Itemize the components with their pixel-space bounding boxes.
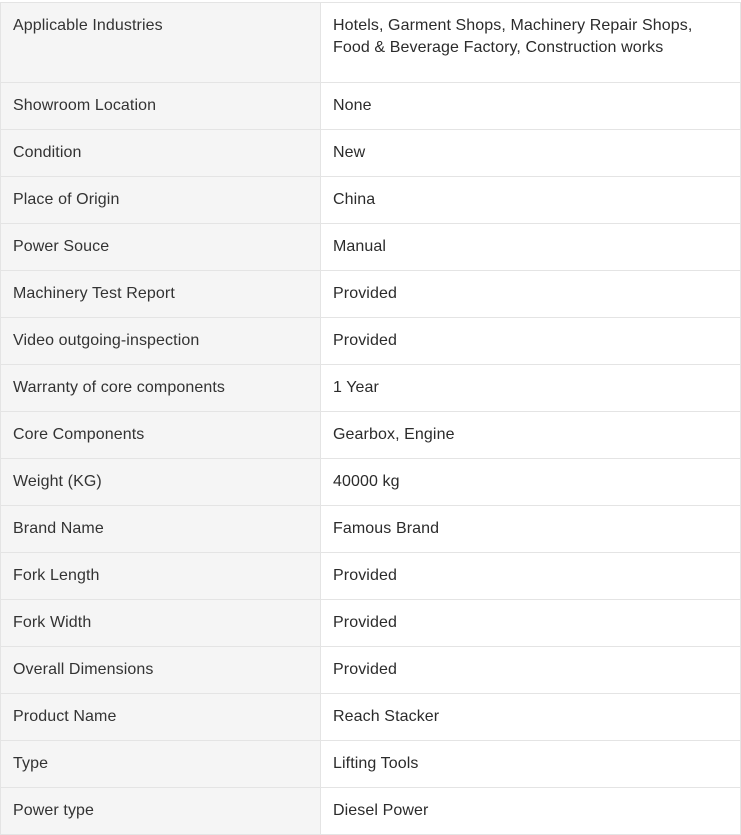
spec-label: Video outgoing-inspection [1, 318, 321, 365]
spec-row-type [1, 741, 741, 788]
spec-label: Power Souce [1, 224, 321, 271]
spec-value: Hotels, Garment Shops, Machinery Repair Shops, Food & Beverage Factory, Construction works [321, 3, 741, 83]
spec-row-condition [1, 130, 741, 177]
spec-row-product-name [1, 694, 741, 741]
spec-label: Brand Name [1, 506, 321, 553]
spec-value: 40000 kg [321, 459, 741, 506]
spec-row-power-type [1, 788, 741, 835]
spec-row-video-outgoing-inspection [1, 318, 741, 365]
spec-row-fork-width [1, 600, 741, 647]
spec-value: Provided [321, 553, 741, 600]
spec-value: Diesel Power [321, 788, 741, 835]
spec-row-applicable-industries [1, 3, 741, 83]
spec-row-fork-length [1, 553, 741, 600]
spec-table [0, 2, 741, 835]
spec-value: Reach Stacker [321, 694, 741, 741]
spec-row-weight [1, 459, 741, 506]
spec-label: Warranty of core components [1, 365, 321, 412]
spec-label: Type [1, 741, 321, 788]
spec-row-brand-name [1, 506, 741, 553]
spec-row-machinery-test-report [1, 271, 741, 318]
spec-label: Applicable Industries [1, 3, 321, 83]
spec-row-core-components [1, 412, 741, 459]
spec-value: Famous Brand [321, 506, 741, 553]
spec-value: Gearbox, Engine [321, 412, 741, 459]
spec-value: Manual [321, 224, 741, 271]
spec-value: 1 Year [321, 365, 741, 412]
spec-value: Provided [321, 271, 741, 318]
spec-row-showroom-location [1, 83, 741, 130]
spec-label: Machinery Test Report [1, 271, 321, 318]
spec-row-warranty-core-components [1, 365, 741, 412]
spec-value: Provided [321, 600, 741, 647]
spec-label: Fork Length [1, 553, 321, 600]
spec-table-body [1, 3, 741, 835]
spec-value: New [321, 130, 741, 177]
spec-label: Fork Width [1, 600, 321, 647]
spec-label: Overall Dimensions [1, 647, 321, 694]
spec-label: Weight (KG) [1, 459, 321, 506]
spec-row-place-of-origin [1, 177, 741, 224]
spec-value: Lifting Tools [321, 741, 741, 788]
spec-label: Power type [1, 788, 321, 835]
spec-value: China [321, 177, 741, 224]
spec-value: Provided [321, 647, 741, 694]
spec-label: Condition [1, 130, 321, 177]
spec-label: Product Name [1, 694, 321, 741]
spec-label: Core Components [1, 412, 321, 459]
spec-row-overall-dimensions [1, 647, 741, 694]
spec-value: Provided [321, 318, 741, 365]
spec-label: Showroom Location [1, 83, 321, 130]
spec-label: Place of Origin [1, 177, 321, 224]
spec-value: None [321, 83, 741, 130]
spec-row-power-source [1, 224, 741, 271]
